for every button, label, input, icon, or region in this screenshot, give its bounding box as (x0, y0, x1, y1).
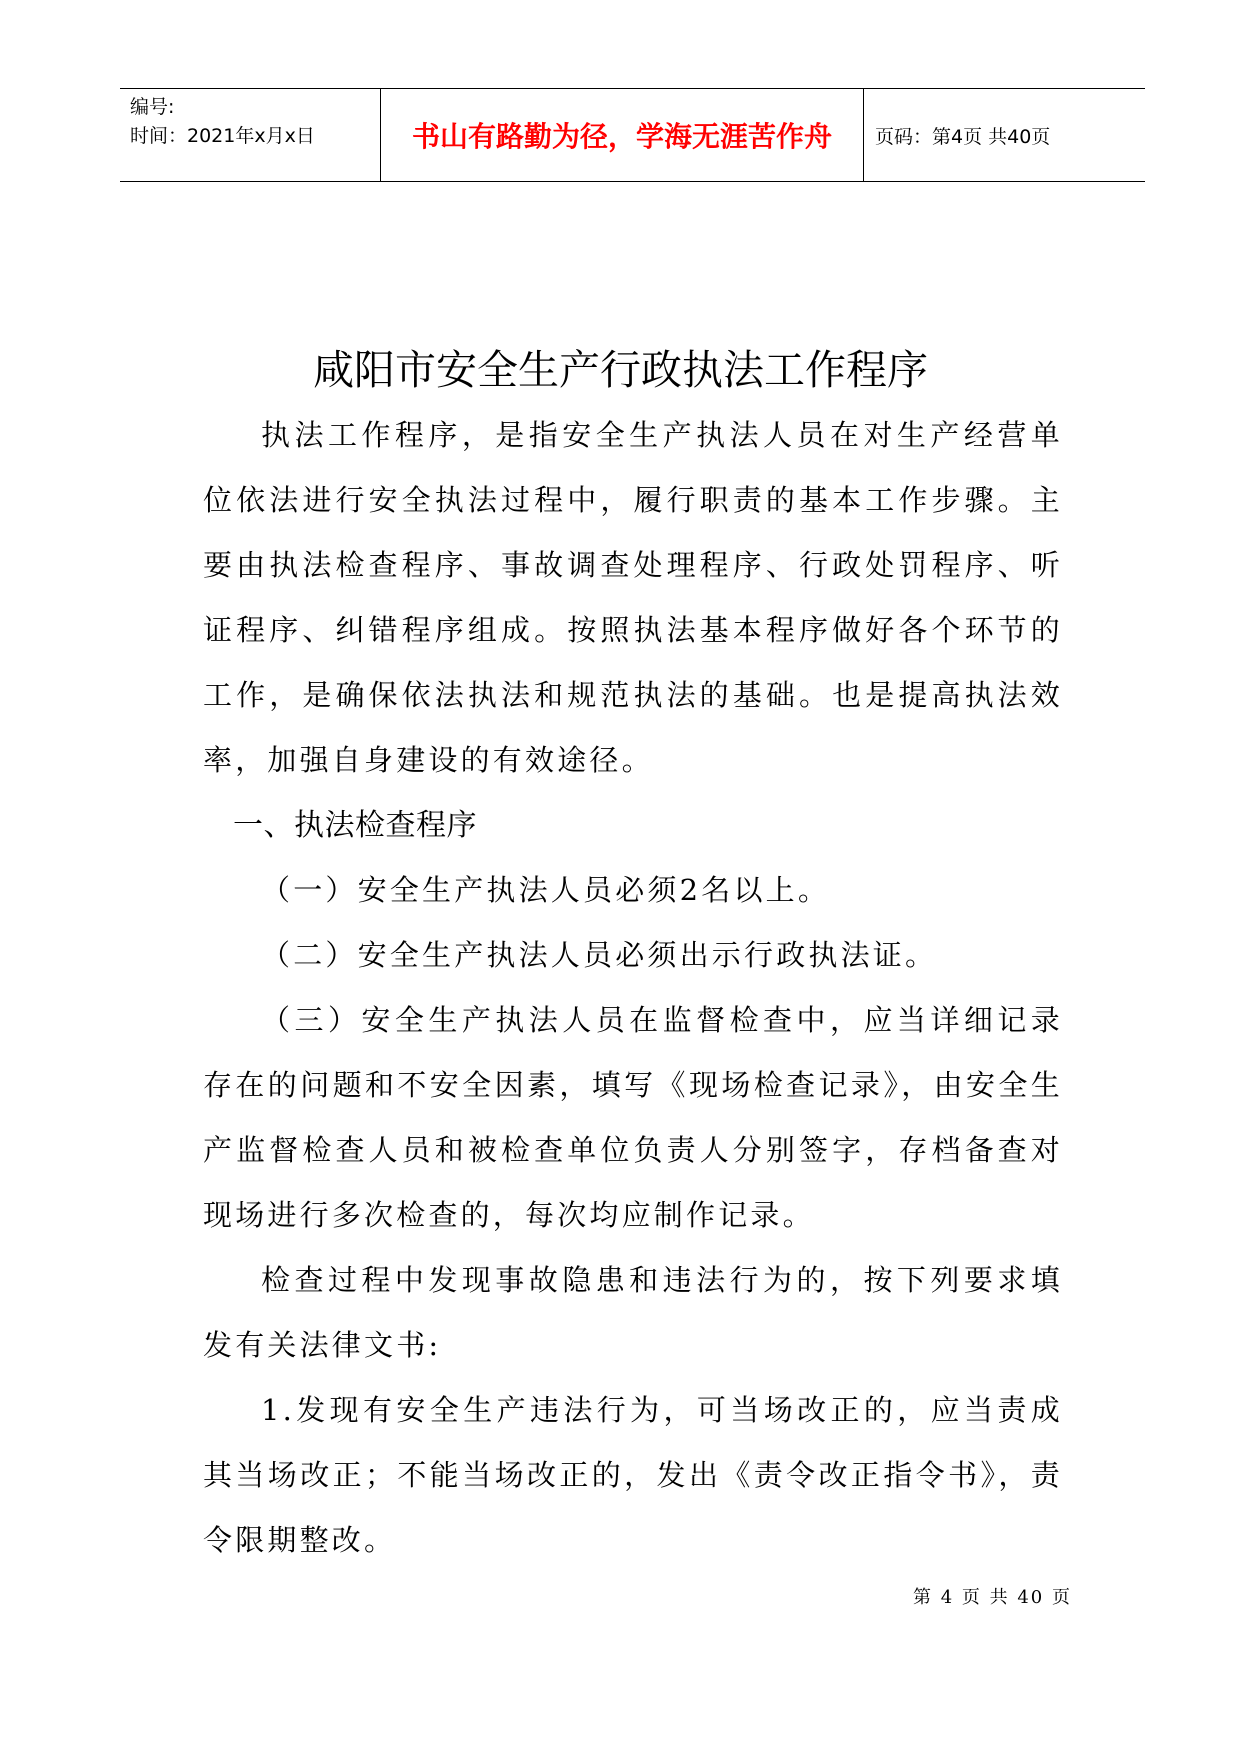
document-body (203, 403, 1063, 1573)
section-heading: 一、执法检查程序 (233, 808, 477, 843)
header-motto-cell (381, 89, 864, 181)
page-footer: 第 4 页 共 40 页 (913, 1587, 1072, 1608)
document-time-label: 时间：2021年x月x日 (130, 125, 315, 147)
header-page-code: 页码：第4页 共40页 (875, 125, 1051, 148)
document-number-label: 编号: (130, 96, 175, 118)
list-item: （一）安全生产执法人员必须2名以上。 (261, 873, 831, 907)
body-paragraph: 检查过程中发现事故隐患和违法行为的，按下列要求填发有关法律文书: (203, 1263, 1063, 1362)
list-item: 1.发现有安全生产违法行为，可当场改正的，应当责成其当场改正；不能当场改正的，发出《责令改正指令书》，责令限期整改。 (203, 1393, 1063, 1557)
header-motto: 书山有路勤为径，学海无涯苦作舟 (411, 120, 832, 153)
intro-paragraph: 执法工作程序，是指安全生产执法人员在对生产经营单位依法进行安全执法过程中，履行职责的基本工作步骤。主要由执法检查程序、事故调查处理程序、行政处罚程序、听证程序、纠错程序组成。按照执法基本程序做好各个环节的工作，是确保依法执法和规范执法的基础。也是提高执法效率，加强自身建设的有效途径。 (203, 418, 1063, 777)
header-page-code-cell (864, 89, 1145, 181)
list-item: （三）安全生产执法人员在监督检查中，应当详细记录存在的问题和不安全因素，填写《现场检查记录》，由安全生产监督检查人员和被检查单位负责人分别签字，存档备查对现场进行多次检查的，每次均应制作记录。 (203, 1003, 1063, 1232)
page-header (120, 88, 1145, 182)
document-title: 咸阳市安全生产行政执法工作程序 (313, 346, 928, 394)
list-item: （二）安全生产执法人员必须出示行政执法证。 (261, 938, 938, 972)
header-meta (120, 89, 381, 181)
